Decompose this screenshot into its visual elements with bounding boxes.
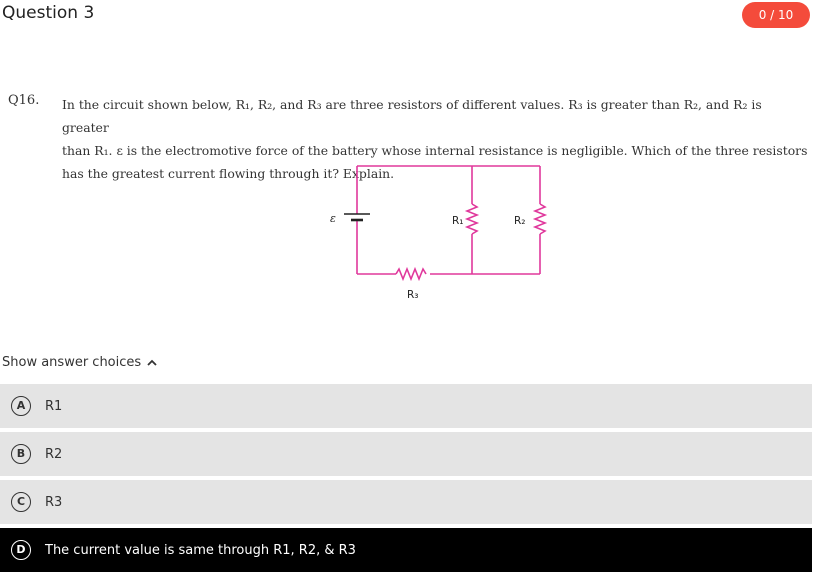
resistor-r2 — [535, 204, 545, 234]
show-answer-choices-toggle[interactable] — [2, 355, 157, 370]
r3-label: R₃ — [407, 289, 419, 301]
answer-choice-d[interactable] — [0, 528, 812, 572]
chevron-up-icon — [147, 359, 157, 367]
r2-label: R₂ — [514, 215, 526, 227]
toggle-label: Show answer choices — [2, 355, 142, 370]
resistor-r1 — [467, 204, 477, 234]
question-title: Question 3 — [2, 3, 95, 23]
answer-choice-c[interactable] — [0, 480, 812, 524]
question-text-line: In the circuit shown below, R₁, R₂, and R₃ are three resistors of different values. R₃ is greater than R₂, and R₂ is greater — [62, 97, 762, 135]
circuit-diagram — [300, 160, 560, 310]
question-text-line: has the greatest current flowing through it? Explain. — [62, 166, 395, 181]
emf-label: ε — [330, 212, 336, 225]
battery-symbol — [344, 214, 370, 220]
choice-letter-c: C — [11, 492, 31, 512]
question-text-line: than R₁. ε is the electromotive force of the battery whose internal resistance is negligible. Which of the three resistors — [62, 143, 808, 158]
r1-label: R₁ — [452, 215, 464, 227]
choice-label-b: R2 — [45, 446, 63, 462]
choice-label-c: R3 — [45, 494, 63, 510]
choice-letter-a: A — [11, 396, 31, 416]
score-badge: 0 / 10 — [742, 2, 810, 28]
answer-choice-a[interactable] — [0, 384, 812, 428]
question-number: Q16. — [8, 93, 40, 108]
choice-letter-d: D — [11, 540, 31, 560]
choice-label-d: The current value is same through R1, R2, & R3 — [45, 542, 356, 558]
choice-letter-b: B — [11, 444, 31, 464]
resistor-r3 — [396, 269, 426, 279]
choice-label-a: R1 — [45, 398, 63, 414]
answer-choice-b[interactable] — [0, 432, 812, 476]
